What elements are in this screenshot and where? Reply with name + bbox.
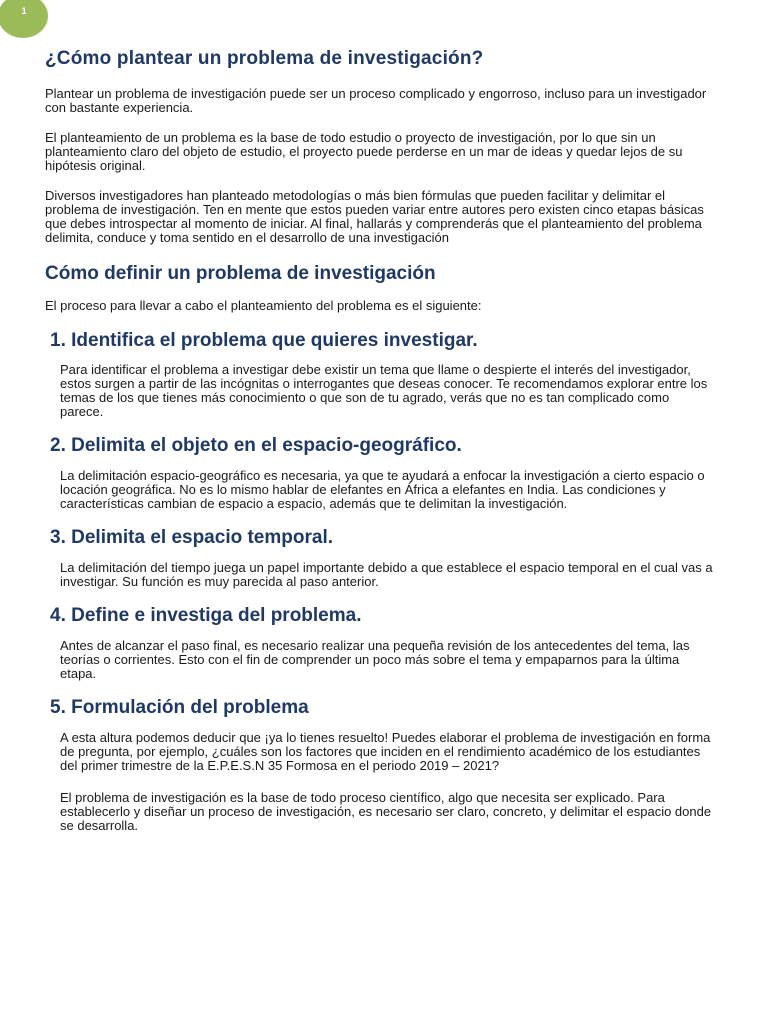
- step-5: [50, 697, 715, 833]
- step-body: A esta altura podemos deducir que ¡ya lo tienes resuelto! Puedes elaborar el problema de investigación en forma de pregunta, por ejemplo, ¿cuáles son los factores que inciden en el rendimiento académico de los estudiantes del primer trimestre de la E.P.E.S.N 35 Formosa en el periodo 2019 – 2021?: [60, 730, 711, 773]
- document-content: [45, 48, 715, 833]
- step-3: [50, 527, 715, 589]
- step-body: La delimitación espacio-geográfico es necesaria, ya que te ayudará a enfocar la investigación a cierto espacio o locación geográfica. No es lo mismo hablar de elefantes en África a elefantes en India. Las condiciones y características cambian de espacio a espacio, además que te delimitan la investigación.: [60, 468, 705, 511]
- step-title: 3. Delimita el espacio temporal.: [50, 527, 333, 548]
- step-title: 2. Delimita el objeto en el espacio-geográfico.: [50, 435, 462, 456]
- page-number-badge: [0, 0, 48, 38]
- section-title: Cómo definir un problema de investigación: [45, 263, 436, 284]
- page-title: ¿Cómo plantear un problema de investigación?: [45, 48, 484, 69]
- step-title: 4. Define e investiga del problema.: [50, 605, 362, 626]
- page-number: 1: [21, 6, 27, 16]
- step-1: [50, 330, 715, 419]
- intro-paragraph-2: El planteamiento de un problema es la base de todo estudio o proyecto de investigación, por lo que sin un planteamiento claro del objeto de estudio, el proyecto puede perderse en un mar de ideas y quedar lejos de su hipótesis original.: [45, 130, 683, 173]
- step-body: El problema de investigación es la base de todo proceso científico, algo que necesita ser explicado. Para establecerlo y diseñar un proceso de investigación, es necesario ser claro, concreto, y delimitar el espacio donde se desarrolla.: [60, 790, 712, 833]
- step-body: Para identificar el problema a investigar debe existir un tema que llame o despierte el interés del investigador, estos surgen a partir de las incógnitas o interrogantes que deseas conocer. Te recomendamos explorar entre los temas de los que tienes más conocimiento o que son de tu agrado, verás que no es tan complicado como parece.: [60, 362, 708, 419]
- step-2: [50, 435, 715, 511]
- section-intro: El proceso para llevar a cabo el planteamiento del problema es el siguiente:: [45, 298, 482, 313]
- intro-paragraph-1: Plantear un problema de investigación puede ser un proceso complicado y engorroso, incluso para un investigador con bastante experiencia.: [45, 86, 707, 115]
- step-title: 5. Formulación del problema: [50, 697, 309, 718]
- step-4: [50, 605, 715, 681]
- step-body: La delimitación del tiempo juega un papel importante debido a que establece el espacio temporal en el cual vas a investigar. Su función es muy parecida al paso anterior.: [60, 560, 713, 589]
- intro-paragraph-3: Diversos investigadores han planteado metodologías o más bien fórmulas que pueden facilitar y delimitar el problema de investigación. Ten en mente que estos pueden variar entre autores pero existen cinco etapas básicas que debes introspectar al momento de iniciar. Al final, hallarás y comprenderás que el planteamiento del problema delimita, conduce y toma sentido en el desarrollo de una investigación: [45, 188, 704, 245]
- step-body: Antes de alcanzar el paso final, es necesario realizar una pequeña revisión de los antecedentes del tema, las teorías o corrientes. Esto con el fin de comprender un poco más sobre el tema y empaparnos para la última etapa.: [60, 638, 690, 681]
- steps-list: [50, 330, 715, 833]
- step-title: 1. Identifica el problema que quieres investigar.: [50, 330, 478, 351]
